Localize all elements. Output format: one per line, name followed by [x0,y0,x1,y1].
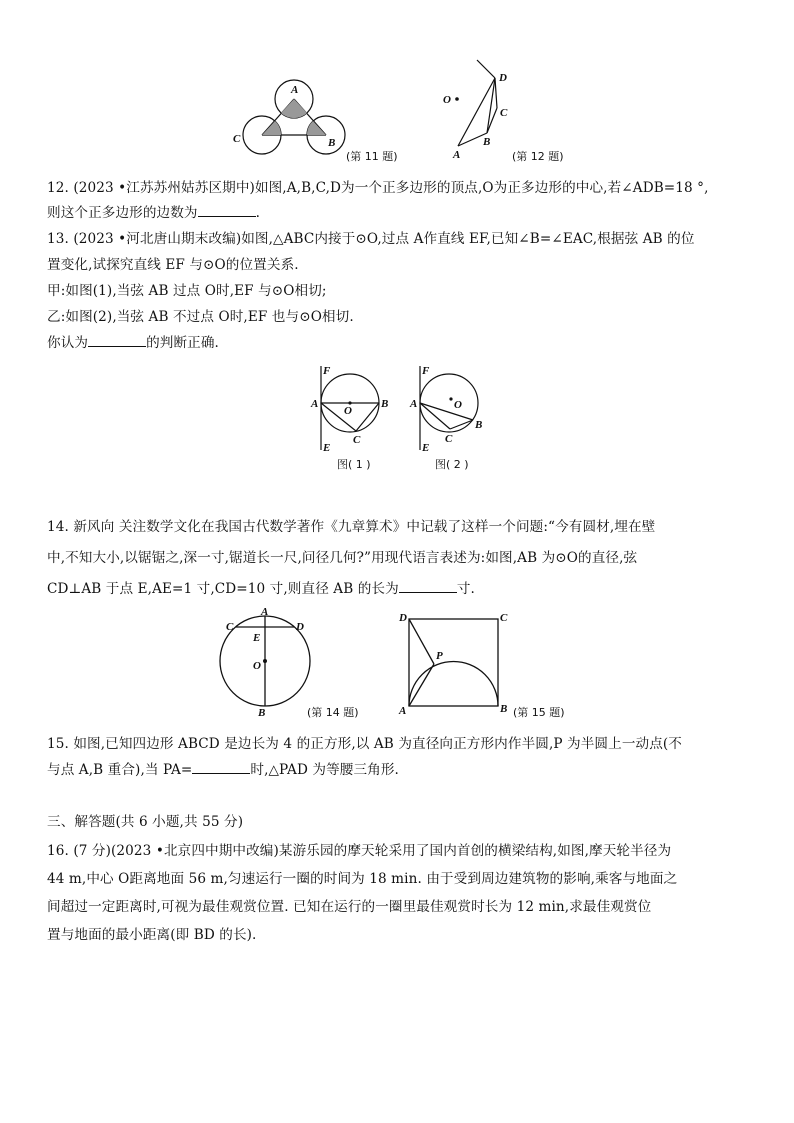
fig12-label-b: B [483,136,491,148]
figure-13 [305,358,505,476]
fig13a-label-c: C [353,434,361,446]
fig15-label-c: C [500,612,508,624]
section-3-title: 三、解答题(共 6 小题,共 55 分) [47,814,244,830]
q13-text-end: 的判断正确. [146,335,219,351]
q16-line-2: 44 m,中心 O距离地面 56 m,匀速运行一圈的时间为 18 min. 由于受到周边建筑物的影响,乘客与地面之 [47,871,678,887]
q13-line-3: 甲:如图(1),当弦 AB 过点 O时,EF 与⊙O相切; [47,283,327,299]
q12-line-2 [47,204,260,222]
fig13b-label-f: F [422,365,430,377]
q12-line-1: 12. (2023 •江苏苏州姑苏区期中)如图,A,B,C,D为一个正多边形的顶点,O为正多边形的中心,若∠ADB=18 °, [47,180,709,196]
figure-11-diagram [224,76,414,168]
q16-line-3: 间超过一定距离时,可视为最佳观赏位置. 已知在运行的一圈里最佳观赏时长为 12 min,求最佳观赏位 [47,899,652,915]
q15-text-end: 时,△PAD 为等腰三角形. [250,762,399,778]
q15-line-1: 15. 如图,已知四边形 ABCD 是边长为 4 的正方形,以 AB 为直径向正方形内作半圆,P 为半圆上一动点(不 [47,736,682,752]
fig13b-label-b: B [475,419,483,431]
fig14-label-o: O [253,660,261,672]
figure-14-diagram [218,606,378,720]
q12-text: 则这个正多边形的边数为 [47,205,198,221]
fig15-label-b: B [500,703,508,715]
q14-text: CD⊥AB 于点 E,AE=1 寸,CD=10 寸,则直径 AB 的长为 [47,581,399,597]
q12-text-end: . [255,205,261,221]
figure-13-diagram [305,358,505,476]
q15-line-2 [47,761,399,779]
q16-line-4: 置与地面的最小距离(即 BD 的长). [47,927,257,943]
figure-14 [218,606,378,720]
fig12-label-c: C [500,107,508,119]
q14-line-3 [47,580,475,598]
figure-15 [396,606,586,720]
fig13a-label-e: E [323,442,331,454]
fig11-label-c: C [233,133,241,145]
q14-text-end: 寸. [456,581,475,597]
fig11-label-a: A [291,84,299,96]
fig14-label-b: B [258,707,266,719]
figure-15-diagram [396,606,586,720]
q14-line-2: 中,不知大小,以锯锯之,深一寸,锯道长一尺,问径几何?”用现代语言表述为:如图,AB 为⊙O的直径,弦 [47,550,638,566]
fig13a-label-b: B [381,398,389,410]
fig12-label-o: O [443,94,451,106]
q13-line-5 [47,334,219,352]
fig13a-label-o: O [344,405,352,417]
fig13b-label-c: C [445,433,453,445]
fig14-label-d: D [296,621,304,633]
fig13-caption-2: 图( 2 ) [435,458,469,471]
figure-12 [440,58,580,168]
fig13b-label-o: O [454,399,462,411]
q13-line-2: 置变化,试探究直线 EF 与⊙O的位置关系. [47,257,299,273]
fig12-label-a: A [453,149,461,161]
q14-line-1: 14. 新风向 关注数学文化在我国古代数学著作《九章算术》中记载了这样一个问题:“今有圆材,埋在壁 [47,519,656,535]
figure-12-diagram [440,58,580,168]
fig13a-label-a: A [311,398,319,410]
q13-answer-blank[interactable] [88,334,146,347]
figure-11 [224,76,414,168]
q16-line-1: 16. (7 分)(2023 •北京四中期中改编)某游乐园的摩天轮采用了国内首创的横梁结构,如图,摩天轮半径为 [47,843,672,859]
q15-text: 与点 A,B 重合),当 PA= [47,762,193,778]
fig11-caption: (第 11 题) [346,150,398,163]
q15-answer-blank[interactable] [192,761,250,774]
q13-text: 你认为 [47,335,89,351]
fig15-label-p: P [436,650,443,662]
fig13-caption-1: 图( 1 ) [337,458,371,471]
fig13b-label-e: E [422,442,430,454]
fig14-label-a: A [261,606,269,618]
q13-line-4: 乙:如图(2),当弦 AB 不过点 O时,EF 也与⊙O相切. [47,309,354,325]
fig15-caption: (第 15 题) [513,706,565,719]
fig14-label-e: E [253,632,261,644]
fig11-label-b: B [328,137,336,149]
fig14-label-c: C [226,621,234,633]
fig15-label-d: D [399,612,407,624]
fig15-label-a: A [399,705,407,717]
q14-answer-blank[interactable] [399,580,457,593]
fig13b-label-a: A [410,398,418,410]
q12-answer-blank[interactable] [198,204,256,217]
fig14-caption: (第 14 题) [307,706,359,719]
fig12-label-d: D [499,72,507,84]
fig13a-label-f: F [323,365,331,377]
fig12-caption: (第 12 题) [512,150,564,163]
q13-line-1: 13. (2023 •河北唐山期末改编)如图,△ABC内接于⊙O,过点 A作直线 EF,已知∠B=∠EAC,根据弦 AB 的位 [47,231,695,247]
